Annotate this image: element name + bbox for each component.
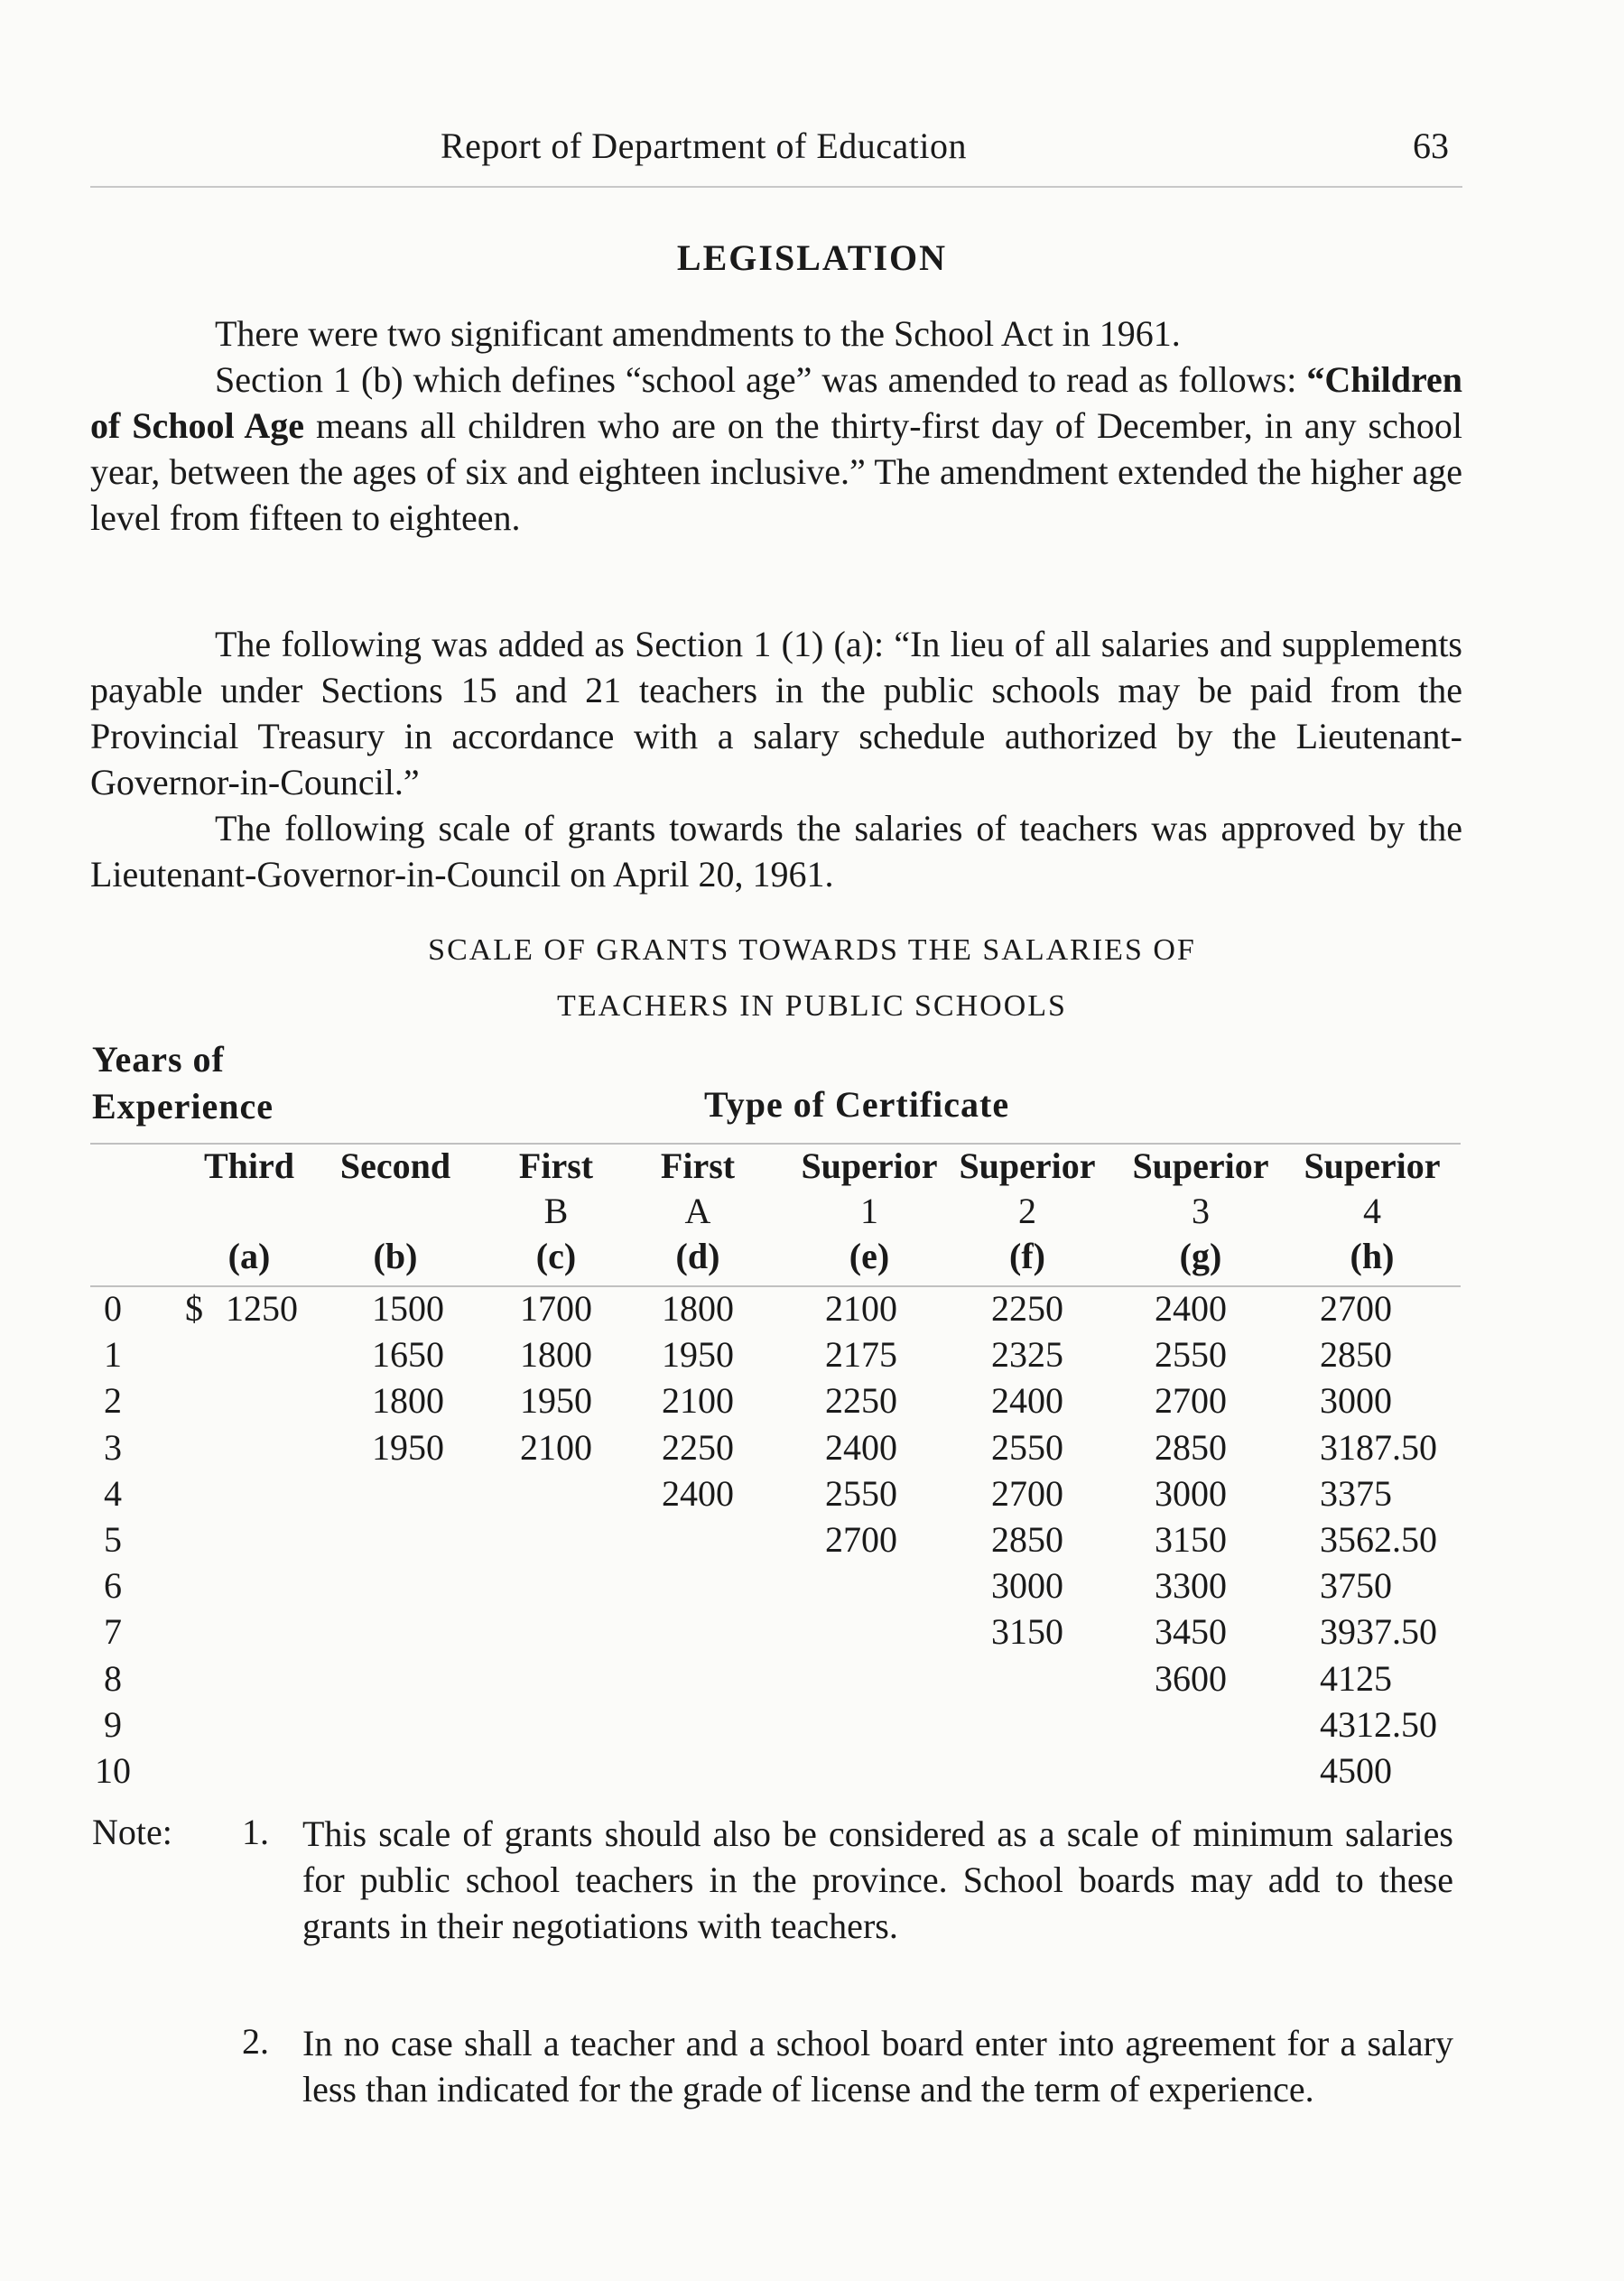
- paragraph-intro: There were two significant amendments to the School Act in 1961.: [215, 313, 1181, 354]
- table-cell: 2700: [825, 1519, 897, 1560]
- table-cell: 2100: [662, 1380, 734, 1422]
- column-header-c: First: [518, 1145, 594, 1186]
- paragraph-section-added: [90, 621, 1462, 897]
- years-cell: 6: [104, 1565, 122, 1607]
- years-cell: 8: [104, 1657, 122, 1699]
- page-number: 63: [1413, 125, 1449, 166]
- table-cell: 4500: [1320, 1750, 1392, 1791]
- paragraph-amendments: [90, 311, 1462, 541]
- table-cell: 1800: [520, 1334, 592, 1376]
- years-cell: 0: [104, 1288, 122, 1329]
- note-number-2: 2.: [242, 2021, 269, 2062]
- running-header: [0, 125, 1624, 179]
- column-letter-b: (b): [373, 1236, 418, 1276]
- table-cell: 2400: [825, 1426, 897, 1468]
- column-letter-e: (e): [849, 1236, 890, 1276]
- table-cell: 4312.50: [1320, 1703, 1437, 1745]
- paragraph-school-age-bold: “Children of School Age: [90, 359, 1462, 446]
- table-cell: 3750: [1320, 1565, 1392, 1607]
- column-letter-f: (f): [1009, 1236, 1045, 1276]
- table-cell: 2550: [825, 1472, 897, 1514]
- column-header-e: Superior: [801, 1145, 938, 1186]
- table-title-line-1: SCALE OF GRANTS TOWARDS THE SALARIES OF: [428, 933, 1196, 967]
- table-cell: 1700: [520, 1288, 592, 1329]
- years-cell: 2: [104, 1380, 122, 1422]
- note-2-text: In no case shall a teacher and a school board enter into agreement for a salary less than indicated for the grade of license and the term of experience.: [302, 2023, 1453, 2109]
- column-subheader-g: 3: [1192, 1191, 1210, 1231]
- column-header-b: Second: [339, 1145, 451, 1186]
- column-letter-g: (g): [1179, 1236, 1222, 1276]
- table-cell: 2250: [991, 1288, 1063, 1329]
- column-subheader-e: 1: [860, 1191, 878, 1231]
- column-header-f: Superior: [959, 1145, 1096, 1186]
- table-cell: 2100: [520, 1426, 592, 1468]
- table-cell: 1950: [662, 1334, 734, 1376]
- years-label-line-2: Experience: [92, 1086, 274, 1127]
- paragraph-salary-schedule: The following was added as Section 1 (1) (a): “In lieu of all salaries and supplements payable under Sections 15 and 21 teachers in the public schools may be paid from the Provincial Treasury in accordance with a salary schedule authorized by the Lieutenant-Governor-in-Council.”: [90, 624, 1462, 802]
- table-cell: 1250: [226, 1288, 298, 1329]
- table-cell: 3000: [1320, 1380, 1392, 1422]
- note-1-text: This scale of grants should also be considered as a scale of minimum salaries for public school teachers in the province. School boards may add to these grants in their negotiations with teachers.: [302, 1813, 1453, 1946]
- column-subheader-d: A: [684, 1191, 711, 1231]
- table-cell: 3000: [991, 1565, 1063, 1607]
- table-cell: 2850: [1320, 1334, 1392, 1376]
- table-cell: 2700: [991, 1472, 1063, 1514]
- table-cell: 3000: [1155, 1472, 1227, 1514]
- table-cell: 3600: [1155, 1657, 1227, 1699]
- table-cell: 3150: [991, 1611, 1063, 1653]
- years-of-experience-label: [92, 1036, 274, 1130]
- years-cell: 4: [104, 1472, 122, 1514]
- column-letter-c: (c): [535, 1236, 577, 1276]
- table-cell: 4125: [1320, 1657, 1392, 1699]
- table-cell: 2700: [1155, 1380, 1227, 1422]
- table-cell: 3187.50: [1320, 1426, 1437, 1468]
- table-cell: 1800: [662, 1288, 734, 1329]
- years-label-line-1: Years of: [92, 1039, 225, 1080]
- table-cell: 3450: [1155, 1611, 1227, 1653]
- table-cell: 2175: [825, 1334, 897, 1376]
- column-header-g: Superior: [1132, 1145, 1269, 1186]
- table-cell: 3300: [1155, 1565, 1227, 1607]
- column-subheader-h: 4: [1363, 1191, 1381, 1231]
- column-header-a: Third: [203, 1145, 295, 1186]
- running-title: Report of Department of Education: [441, 125, 967, 166]
- table-cell: 2250: [825, 1380, 897, 1422]
- table-title-line-2: TEACHERS IN PUBLIC SCHOOLS: [557, 989, 1067, 1023]
- section-heading: LEGISLATION: [676, 237, 948, 278]
- paragraph-scale-approved: The following scale of grants towards the salaries of teachers was approved by the Lieutenant-Governor-in-Council on April 20, 1961.: [90, 808, 1462, 895]
- table-cell: 2250: [662, 1426, 734, 1468]
- table-cell: 2400: [991, 1380, 1063, 1422]
- paragraph-school-age-text-a: Section 1 (b) which defines “school age” was amended to read as follows:: [215, 359, 1307, 400]
- table-cell: 3150: [1155, 1519, 1227, 1560]
- table-cell: 2325: [991, 1334, 1063, 1376]
- years-cell: 5: [104, 1519, 122, 1560]
- table-title: [0, 923, 1624, 1034]
- table-cell: 1800: [372, 1380, 444, 1422]
- paragraph-school-age: [90, 357, 1462, 541]
- table-cell: 2550: [1155, 1334, 1227, 1376]
- column-header-d: First: [660, 1145, 736, 1186]
- column-letter-a: (a): [227, 1236, 271, 1276]
- table-cell: 2700: [1320, 1288, 1392, 1329]
- note-label: Note:: [92, 1812, 172, 1852]
- table-cell: 2400: [662, 1472, 734, 1514]
- table-cell: 3375: [1320, 1472, 1392, 1514]
- dollar-sign: $: [185, 1288, 203, 1329]
- table-cell: 3562.50: [1320, 1519, 1437, 1560]
- note-number-1: 1.: [242, 1812, 269, 1852]
- type-of-certificate-label: Type of Certificate: [704, 1084, 1010, 1125]
- years-cell: 10: [95, 1750, 131, 1791]
- table-cell: 1650: [372, 1334, 444, 1376]
- years-cell: 3: [104, 1426, 122, 1468]
- column-letter-h: (h): [1350, 1236, 1395, 1276]
- table-cell: 2100: [825, 1288, 897, 1329]
- years-cell: 7: [104, 1611, 122, 1653]
- table-cell: 2550: [991, 1426, 1063, 1468]
- table-cell: 2850: [991, 1519, 1063, 1560]
- column-subheader-f: 2: [1018, 1191, 1036, 1231]
- years-cell: 9: [104, 1703, 122, 1745]
- table-cell: 2850: [1155, 1426, 1227, 1468]
- column-letter-d: (d): [675, 1236, 720, 1276]
- table-cell: 3937.50: [1320, 1611, 1437, 1653]
- table-cell: 1500: [372, 1288, 444, 1329]
- table-cell: 1950: [372, 1426, 444, 1468]
- column-subheader-c: B: [543, 1191, 569, 1231]
- header-rule: [90, 186, 1462, 188]
- table-cell: 1950: [520, 1380, 592, 1422]
- paragraph-school-age-text-b: means all children who are on the thirty-first day of December, in any school year, between the ages of six and eighteen inclusive.” The amendment extended the higher age level from fifteen to eighteen.: [90, 405, 1462, 538]
- years-cell: 1: [104, 1334, 122, 1376]
- table-cell: 2400: [1155, 1288, 1227, 1329]
- column-header-h: Superior: [1304, 1145, 1441, 1186]
